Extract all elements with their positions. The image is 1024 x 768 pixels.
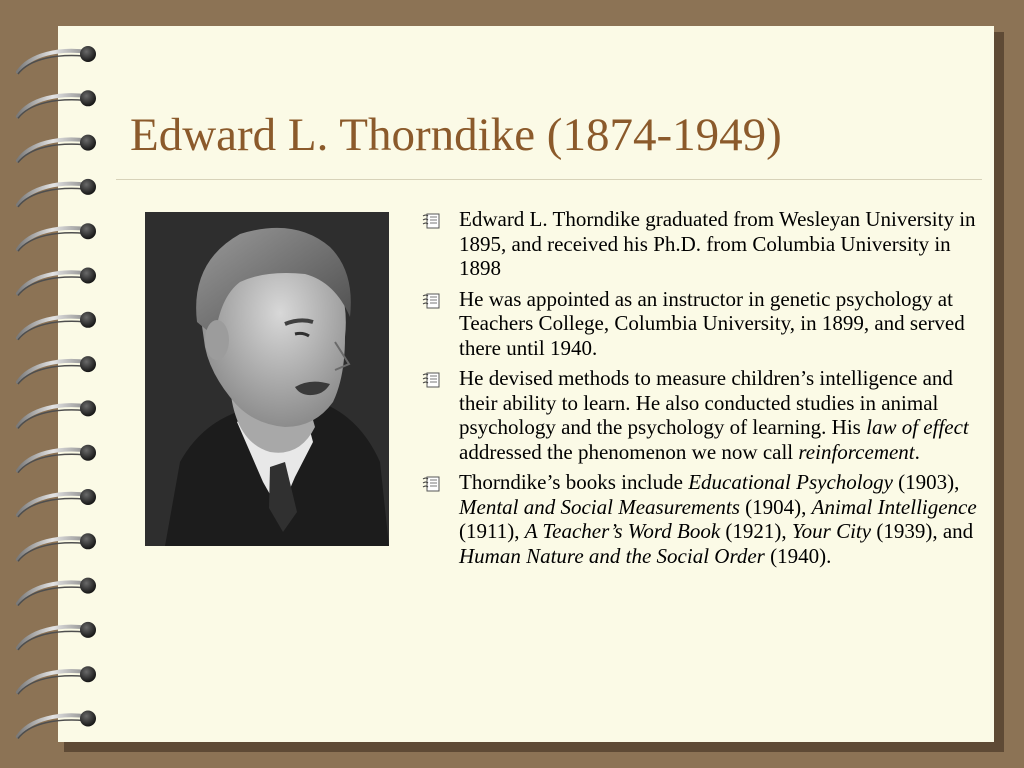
notebook-icon xyxy=(422,476,440,492)
binding-hole xyxy=(80,400,96,416)
binding-hole xyxy=(80,90,96,106)
italic-text: Human Nature and the Social Order xyxy=(459,543,765,568)
spiral-ring xyxy=(18,184,88,205)
binding-hole xyxy=(80,356,96,372)
binding-hole xyxy=(80,711,96,727)
binding-hole xyxy=(80,46,96,62)
binding-hole xyxy=(80,268,96,284)
spiral-ring xyxy=(18,715,88,736)
spiral-ring xyxy=(18,538,88,559)
text-run: (1940). xyxy=(764,543,832,568)
spiral-ring xyxy=(18,51,88,72)
slide-title: Edward L. Thorndike (1874-1949) xyxy=(130,109,782,161)
italic-text: Educational Psychology xyxy=(688,470,893,494)
bullet-item xyxy=(420,470,980,568)
text-run: Thorndike’s books include xyxy=(459,470,689,494)
italic-text: A Teacher’s Word Book xyxy=(524,519,721,543)
italic-text: reinforcement xyxy=(798,439,915,464)
spiral-ring xyxy=(18,450,88,471)
italic-text: Mental and Social Measurements xyxy=(459,494,740,519)
bullet-text xyxy=(459,207,980,281)
binding-hole xyxy=(80,312,96,328)
bullet-list xyxy=(420,207,980,574)
text-run: Edward L. Thorndike graduated from Wesleyan University in 1895, and received his Ph.D. from Columbia University in 1898 xyxy=(459,207,976,280)
binding-hole xyxy=(80,223,96,239)
binding-hole xyxy=(80,135,96,151)
bullet-item xyxy=(420,366,980,464)
spiral-ring xyxy=(18,671,88,692)
binding-hole xyxy=(80,622,96,638)
notebook-icon xyxy=(422,372,440,388)
bullet-text xyxy=(459,366,980,464)
spiral-ring xyxy=(18,582,88,603)
text-run: (1911), xyxy=(459,519,525,543)
text-run: He devised methods to measure children’s intelligence and their ability to learn. He also conducted studies in animal psychology and the psychology of learning. His xyxy=(459,366,953,439)
spiral-ring xyxy=(18,95,88,116)
text-run: He was appointed as an instructor in genetic psychology at Teachers College, Columbia University, in 1899, and served there until 1940. xyxy=(459,286,965,360)
bullet-item xyxy=(420,287,980,361)
text-run: (1903), xyxy=(892,470,960,494)
notebook-icon xyxy=(422,293,440,309)
spiral-ring xyxy=(18,317,88,338)
binding-hole xyxy=(80,666,96,682)
bullet-text xyxy=(459,470,980,568)
binding-hole xyxy=(80,533,96,549)
spiral-ring xyxy=(18,627,88,648)
binding-hole xyxy=(80,578,96,594)
bullet-item xyxy=(420,207,980,281)
spiral-ring xyxy=(18,228,88,249)
spiral-ring xyxy=(18,139,88,160)
spiral-ring xyxy=(18,361,88,382)
text-run: (1939), and xyxy=(871,519,974,543)
spiral-ring xyxy=(18,272,88,293)
portrait-photo xyxy=(145,212,389,546)
binding-hole xyxy=(80,489,96,505)
italic-text: law of effect xyxy=(866,415,969,439)
binding-hole xyxy=(80,445,96,461)
text-run: (1921), xyxy=(720,519,792,543)
bullet-text xyxy=(459,287,980,361)
text-run: . xyxy=(914,439,920,464)
binding-hole xyxy=(80,179,96,195)
spiral-binding xyxy=(0,0,120,768)
text-run: addressed the phenomenon we now call xyxy=(459,439,799,464)
notebook-icon xyxy=(422,213,440,229)
italic-text: Your City xyxy=(791,519,872,543)
title-divider xyxy=(116,179,982,180)
text-run: (1904), xyxy=(739,494,812,519)
spiral-ring xyxy=(18,494,88,515)
italic-text: Animal Intelligence xyxy=(811,494,977,519)
spiral-ring xyxy=(18,405,88,426)
